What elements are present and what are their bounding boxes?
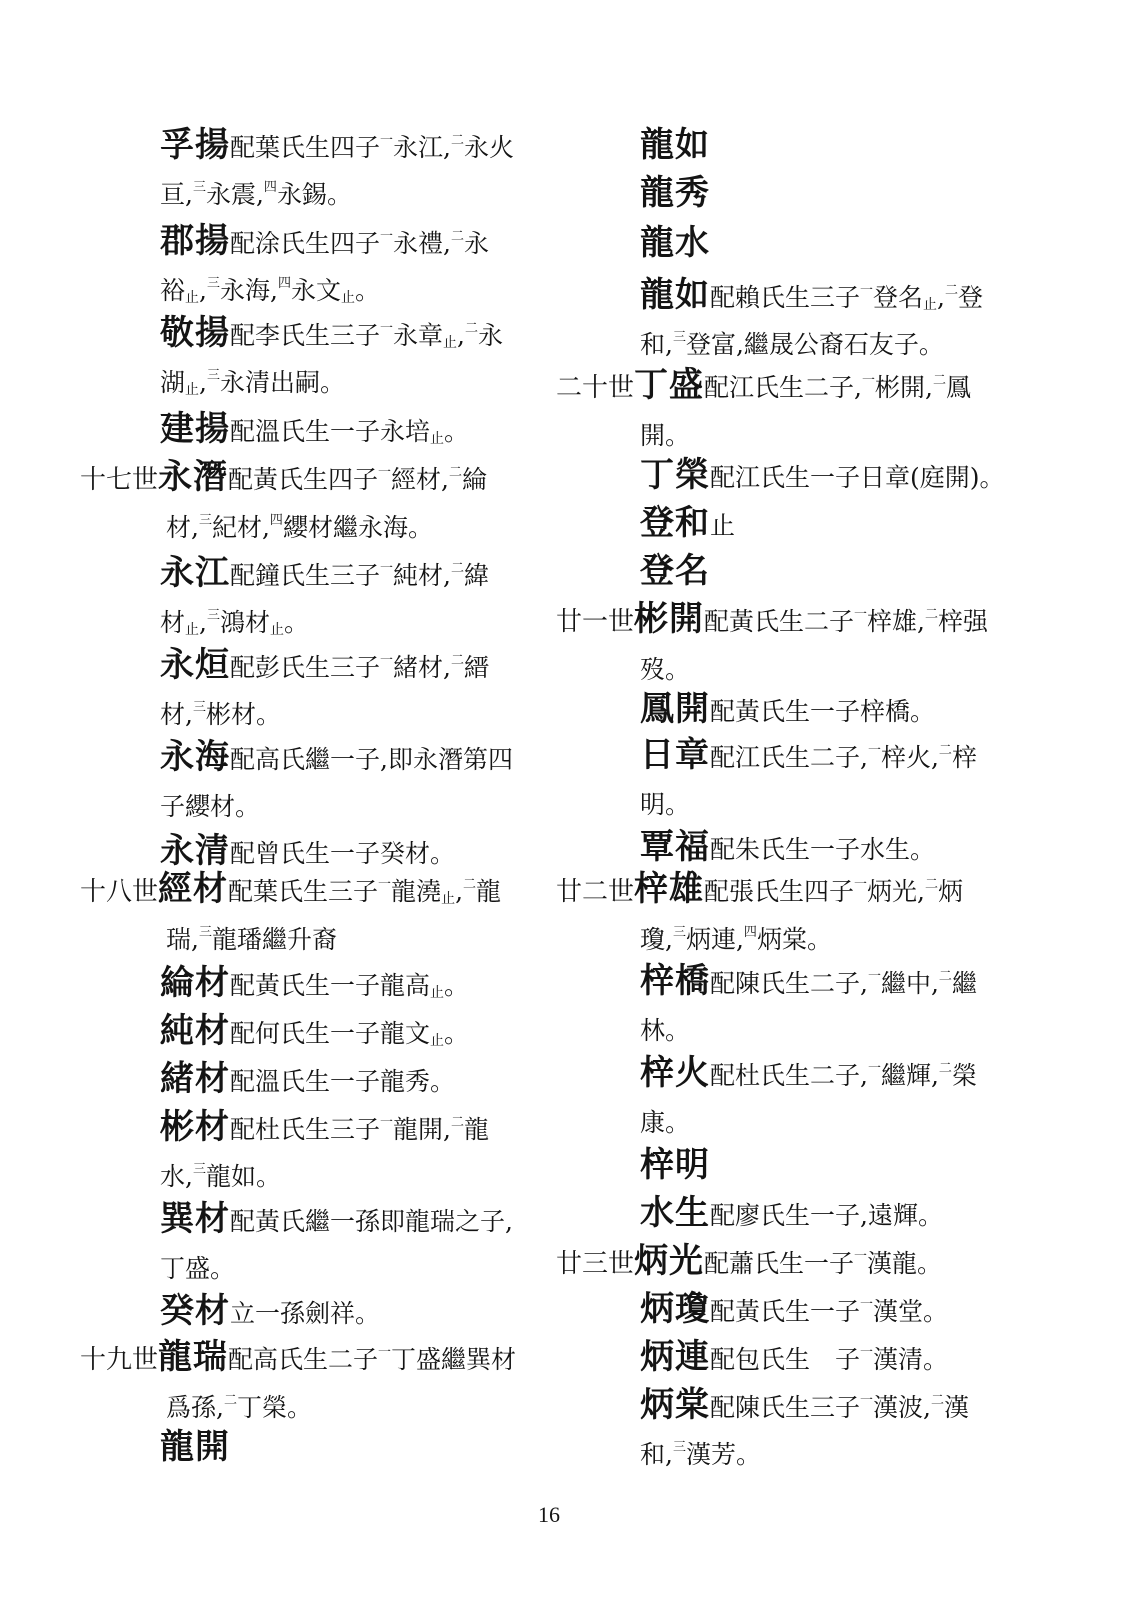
entry-text: 永震, <box>205 180 264 209</box>
entry-text: 炳 <box>938 877 964 906</box>
entry-text: , <box>455 877 464 906</box>
entry-text: , <box>937 283 945 312</box>
entry-text: 梓强 <box>938 607 989 636</box>
genealogy-entry <box>640 1334 948 1383</box>
son-order-mark: 三 <box>672 925 686 940</box>
entry-text: 開。 <box>640 421 691 450</box>
entry-text: 龍澆 <box>391 877 442 906</box>
person-name: 炳連 <box>640 1337 710 1377</box>
person-name: 梓火 <box>640 1053 710 1093</box>
son-order-mark: 四 <box>277 276 291 291</box>
person-name: 永烜 <box>160 645 230 685</box>
son-order-mark: 二 <box>449 465 463 480</box>
entry-text: , <box>199 368 207 397</box>
son-order-mark: 二 <box>450 229 464 244</box>
son-order-mark: 一 <box>860 1393 874 1408</box>
son-order-mark: 一 <box>860 1297 874 1312</box>
genealogy-entry <box>160 960 469 1009</box>
genealogy-entry <box>160 310 503 406</box>
entry-text: 配高氏繼一子,即永潛第四 <box>230 745 513 774</box>
son-order-mark: 一 <box>861 373 875 388</box>
person-name: 鳳開 <box>640 689 710 729</box>
entry-text: 繼中, <box>880 969 939 998</box>
genealogy-entry <box>80 1334 516 1431</box>
generation-label: 廿一世 <box>556 607 635 637</box>
entry-text: 漢波, <box>873 1393 931 1422</box>
entry-text: 配溫氏生一子永培 <box>230 417 431 446</box>
entry-text: 配朱氏生一子水生。 <box>710 835 936 864</box>
genealogy-entry <box>640 500 735 549</box>
entry-text: 漢芳。 <box>685 1440 761 1469</box>
genealogy-entry <box>160 122 514 218</box>
genealogy-entry <box>640 122 710 171</box>
entry-text: 丁盛繼巽材 <box>391 1345 517 1374</box>
genealogy-entry <box>640 170 710 219</box>
son-order-mark: 二 <box>938 969 952 984</box>
genealogy-entry <box>160 218 489 314</box>
entry-text: 緯 <box>464 561 490 590</box>
genealogy-entry <box>640 1286 948 1335</box>
person-name: 彬材 <box>160 1107 230 1147</box>
entry-text: 配黃氏生一子 <box>710 1297 861 1326</box>
generation-label: 二十世 <box>556 373 635 403</box>
entry-text: 梓火, <box>880 743 939 772</box>
entry-text: 配陳氏生二子, <box>710 969 868 998</box>
son-order-mark: 二 <box>945 283 959 298</box>
person-name: 覃福 <box>640 827 710 867</box>
son-order-mark: 一 <box>380 1115 394 1130</box>
son-order-mark: 三 <box>206 608 220 623</box>
person-name: 登名 <box>640 551 710 591</box>
person-name: 日章 <box>640 735 710 775</box>
person-name: 龍瑞 <box>158 1337 229 1377</box>
entry-text: 榮 <box>951 1061 977 1090</box>
person-name: 龍如 <box>640 125 710 165</box>
son-order-mark: 二 <box>450 133 464 148</box>
entry-text: 。 <box>444 971 470 1000</box>
entry-text: 配黃氏繼一孫即龍瑞之子, <box>230 1207 513 1236</box>
genealogy-entry <box>160 1196 513 1292</box>
son-order-mark: 一 <box>867 743 881 758</box>
person-name: 龍開 <box>160 1427 230 1467</box>
line-ended-mark: 止 <box>443 335 458 351</box>
son-order-mark: 一 <box>867 1061 881 1076</box>
person-name: 經材 <box>158 869 229 909</box>
son-order-mark: 一 <box>378 877 392 892</box>
person-name: 孚揚 <box>160 125 230 165</box>
entry-text: 爲孫, <box>166 1393 224 1422</box>
entry-text: 明。 <box>640 790 691 819</box>
son-order-mark: 一 <box>378 465 392 480</box>
entry-text: 。 <box>444 1019 470 1048</box>
genealogy-entry <box>160 1424 230 1473</box>
entry-text: 純材, <box>393 561 451 590</box>
genealogy-entry <box>640 958 977 1054</box>
entry-text: 縉 <box>464 653 490 682</box>
person-name: 綸材 <box>160 963 230 1003</box>
son-order-mark: 三 <box>672 1440 686 1455</box>
entry-text: 繼輝, <box>880 1061 939 1090</box>
person-name: 建揚 <box>160 409 230 449</box>
entry-text: 登名 <box>873 283 924 312</box>
entry-text: 炳光, <box>867 877 925 906</box>
line-ended-mark: 止 <box>441 891 456 907</box>
genealogy-entry <box>640 1190 943 1239</box>
son-order-mark: 二 <box>223 1393 237 1408</box>
son-order-mark: 三 <box>192 700 206 715</box>
entry-text: 康。 <box>640 1108 691 1137</box>
genealogy-entry <box>640 272 983 368</box>
line-ended-mark: 止 <box>340 290 355 306</box>
entry-text: 配張氏生四子 <box>704 877 855 906</box>
person-name: 梓明 <box>640 1145 710 1185</box>
entry-text: 永 <box>478 321 504 350</box>
generation-label: 廿三世 <box>556 1249 635 1279</box>
son-order-mark: 一 <box>860 283 874 298</box>
son-order-mark: 一 <box>860 1345 874 1360</box>
entry-text: 配何氏生一子龍文 <box>230 1019 431 1048</box>
entry-text: 。 <box>444 417 470 446</box>
entry-text: 登富,繼晟公裔石友子。 <box>685 330 944 359</box>
person-name: 梓雄 <box>634 869 705 909</box>
genealogy-entry <box>160 734 513 830</box>
genealogy-entry <box>640 1142 710 1191</box>
entry-text: 鴻材 <box>219 608 270 637</box>
entry-text: 配黃氏生二子 <box>704 607 855 636</box>
person-name: 炳棠 <box>640 1385 710 1425</box>
genealogy-entry <box>160 1104 489 1200</box>
generation-label: 十八世 <box>80 877 159 907</box>
entry-text: 永火 <box>464 133 515 162</box>
line-ended-mark: 止 <box>923 297 938 313</box>
entry-text: 配涂氏生四子 <box>230 229 381 258</box>
son-order-mark: 三 <box>192 180 206 195</box>
entry-text: 材, <box>160 700 193 729</box>
person-name: 丁榮 <box>640 455 710 495</box>
genealogy-entry <box>640 548 710 597</box>
entry-text: 永文 <box>290 276 341 305</box>
entry-text: 瓊, <box>640 925 673 954</box>
person-name: 緒材 <box>160 1059 230 1099</box>
person-name: 永清 <box>160 831 230 871</box>
son-order-mark: 一 <box>854 607 868 622</box>
person-name: 永江 <box>160 553 230 593</box>
entry-text: 龍開, <box>393 1115 451 1144</box>
entry-text: 漢堂。 <box>873 1297 949 1326</box>
genealogy-entry <box>640 1382 969 1478</box>
son-order-mark: 二 <box>938 1061 952 1076</box>
entry-text: 亘, <box>160 180 193 209</box>
entry-text: 湖 <box>160 368 186 397</box>
entry-text: 配杜氏生二子, <box>710 1061 868 1090</box>
entry-text: 永禮, <box>393 229 451 258</box>
entry-text: 配溫氏生一子龍秀。 <box>230 1067 456 1096</box>
entry-text: 子纓材。 <box>160 792 261 821</box>
entry-text: 配彭氏生三子 <box>230 653 381 682</box>
genealogy-entry <box>160 550 489 646</box>
genealogy-entry <box>160 406 469 455</box>
son-order-mark: 二 <box>450 1115 464 1130</box>
entry-text: 水, <box>160 1162 193 1191</box>
entry-text: 配葉氏生三子 <box>228 877 379 906</box>
entry-text: 彬材。 <box>205 700 281 729</box>
entry-text: 紀材, <box>211 513 270 542</box>
page-number: 16 <box>538 1502 560 1527</box>
son-order-mark: 一 <box>380 561 394 576</box>
son-order-mark: 二 <box>925 607 939 622</box>
genealogy-entry <box>160 1008 469 1057</box>
entry-text: 配葉氏生四子 <box>230 133 381 162</box>
entry-text: 。 <box>354 276 380 305</box>
genealogy-entry <box>640 732 977 828</box>
son-order-mark: 四 <box>269 513 283 528</box>
entry-text: 立一孫劍祥。 <box>230 1299 381 1328</box>
entry-text: 配江氏生二子, <box>710 743 868 772</box>
entry-text: 龍 <box>476 877 502 906</box>
genealogy-entry <box>556 1238 942 1288</box>
entry-text: 配杜氏生三子 <box>230 1115 381 1144</box>
entry-text: 配江氏生一子日章(庭開)。 <box>710 463 1005 492</box>
genealogy-entry <box>640 1050 977 1146</box>
son-order-mark: 一 <box>378 1345 392 1360</box>
entry-text: 龍璠繼升裔 <box>211 925 337 954</box>
entry-text: 止 <box>710 511 736 540</box>
person-name: 丁盛 <box>634 365 705 405</box>
entry-text: 配鐘氏生三子 <box>230 561 381 590</box>
person-name: 龍水 <box>640 223 710 263</box>
person-name: 巽材 <box>160 1199 230 1239</box>
line-ended-mark: 止 <box>185 622 200 638</box>
entry-text: 永清出嗣。 <box>219 368 345 397</box>
entry-text: 瑞, <box>166 925 199 954</box>
son-order-mark: 一 <box>854 1249 868 1264</box>
genealogy-entry <box>160 1288 380 1337</box>
person-name: 龍如 <box>640 275 710 315</box>
entry-text: 纓材繼永海。 <box>282 513 433 542</box>
entry-text: 配李氏生三子 <box>230 321 381 350</box>
genealogy-entry <box>80 866 501 963</box>
person-name: 水生 <box>640 1193 710 1233</box>
entry-text: 材 <box>160 608 186 637</box>
entry-text: 配江氏生二子, <box>704 373 862 402</box>
son-order-mark: 二 <box>450 653 464 668</box>
son-order-mark: 四 <box>263 180 277 195</box>
son-order-mark: 三 <box>206 276 220 291</box>
son-order-mark: 四 <box>743 925 757 940</box>
person-name: 敬揚 <box>160 313 230 353</box>
son-order-mark: 二 <box>463 877 477 892</box>
entry-text: 龍 <box>464 1115 490 1144</box>
entry-text: 配黃氏生一子梓橋。 <box>710 697 936 726</box>
genealogy-entry <box>640 452 1005 501</box>
genealogy-entry <box>160 642 489 738</box>
entry-text: 配廖氏生一子,遠輝。 <box>710 1201 943 1230</box>
line-ended-mark: 止 <box>430 1033 445 1049</box>
person-name: 龍秀 <box>640 173 710 213</box>
entry-text: 彬開, <box>874 373 933 402</box>
entry-text: 。 <box>284 608 310 637</box>
entry-text: 緒材, <box>393 653 451 682</box>
entry-text: 鳳 <box>945 373 971 402</box>
person-name: 郡揚 <box>160 221 230 261</box>
entry-text: 梓 <box>951 743 977 772</box>
person-name: 炳瓊 <box>640 1289 710 1329</box>
genealogy-entry <box>640 220 710 269</box>
entry-text: 漢龍。 <box>867 1249 943 1278</box>
line-ended-mark: 止 <box>185 290 200 306</box>
son-order-mark: 一 <box>867 969 881 984</box>
person-name: 梓橋 <box>640 961 710 1001</box>
son-order-mark: 二 <box>925 877 939 892</box>
son-order-mark: 二 <box>930 1393 944 1408</box>
son-order-mark: 三 <box>198 513 212 528</box>
entry-text: 繼 <box>951 969 977 998</box>
entry-text: 配高氏生二子 <box>228 1345 379 1374</box>
generation-label: 十七世 <box>80 465 159 495</box>
entry-text: 經材, <box>391 465 449 494</box>
entry-text: 漢 <box>944 1393 970 1422</box>
entry-text: 炳連, <box>685 925 744 954</box>
son-order-mark: 二 <box>938 743 952 758</box>
son-order-mark: 二 <box>450 561 464 576</box>
entry-text: 登 <box>958 283 984 312</box>
son-order-mark: 三 <box>192 1162 206 1177</box>
entry-text: 配賴氏生三子 <box>710 283 861 312</box>
son-order-mark: 三 <box>206 368 220 383</box>
entry-text: 配蕭氏生一子 <box>704 1249 855 1278</box>
son-order-mark: 三 <box>672 330 686 345</box>
entry-text: , <box>199 276 207 305</box>
line-ended-mark: 止 <box>270 622 284 638</box>
line-ended-mark: 止 <box>430 431 445 447</box>
entry-text: 配包氏生 子 <box>710 1345 861 1374</box>
entry-text: 配黃氏生一子龍高 <box>230 971 431 1000</box>
genealogy-entry <box>556 362 971 459</box>
entry-text: 丁盛。 <box>160 1254 236 1283</box>
generation-label: 十九世 <box>80 1345 159 1375</box>
entry-text: 材, <box>166 513 199 542</box>
person-name: 永潛 <box>158 457 229 497</box>
son-order-mark: 一 <box>380 229 394 244</box>
person-name: 癸材 <box>160 1291 230 1331</box>
genealogy-entry <box>80 454 487 551</box>
entry-text: 配陳氏生三子 <box>710 1393 861 1422</box>
person-name: 純材 <box>160 1011 230 1051</box>
line-ended-mark: 止 <box>185 382 200 398</box>
entry-text: 林。 <box>640 1016 691 1045</box>
genealogy-entry <box>556 866 963 963</box>
son-order-mark: 二 <box>932 373 946 388</box>
entry-text: 和, <box>640 330 673 359</box>
son-order-mark: 一 <box>380 653 394 668</box>
son-order-mark: 二 <box>465 321 479 336</box>
genealogy-entry <box>556 596 988 693</box>
entry-text: 丁榮。 <box>236 1393 312 1422</box>
entry-text: 永章 <box>393 321 444 350</box>
son-order-mark: 三 <box>198 925 212 940</box>
entry-text: 配曾氏生一子癸材。 <box>230 839 456 868</box>
line-ended-mark: 止 <box>430 985 445 1001</box>
son-order-mark: 一 <box>380 133 394 148</box>
person-name: 彬開 <box>634 599 705 639</box>
entry-text: , <box>199 608 207 637</box>
person-name: 炳光 <box>634 1241 705 1281</box>
entry-text: 梓雄, <box>867 607 925 636</box>
entry-text: , <box>457 321 465 350</box>
entry-text: 和, <box>640 1440 673 1469</box>
entry-text: 永 <box>464 229 490 258</box>
entry-text: 永錫。 <box>276 180 352 209</box>
entry-text: 歿。 <box>640 655 691 684</box>
entry-text: 配黃氏生四子 <box>228 465 379 494</box>
person-name: 登和 <box>640 503 710 543</box>
entry-text: 永海, <box>219 276 278 305</box>
entry-text: 裕 <box>160 276 186 305</box>
entry-text: 綸 <box>462 465 488 494</box>
entry-text: 龍如。 <box>205 1162 281 1191</box>
person-name: 永海 <box>160 737 230 777</box>
son-order-mark: 一 <box>380 321 394 336</box>
genealogy-entry <box>640 686 935 735</box>
entry-text: 永江, <box>393 133 451 162</box>
son-order-mark: 一 <box>854 877 868 892</box>
generation-label: 廿二世 <box>556 877 635 907</box>
genealogy-entry <box>160 1056 455 1105</box>
entry-text: 漢清。 <box>873 1345 949 1374</box>
entry-text: 炳棠。 <box>756 925 832 954</box>
